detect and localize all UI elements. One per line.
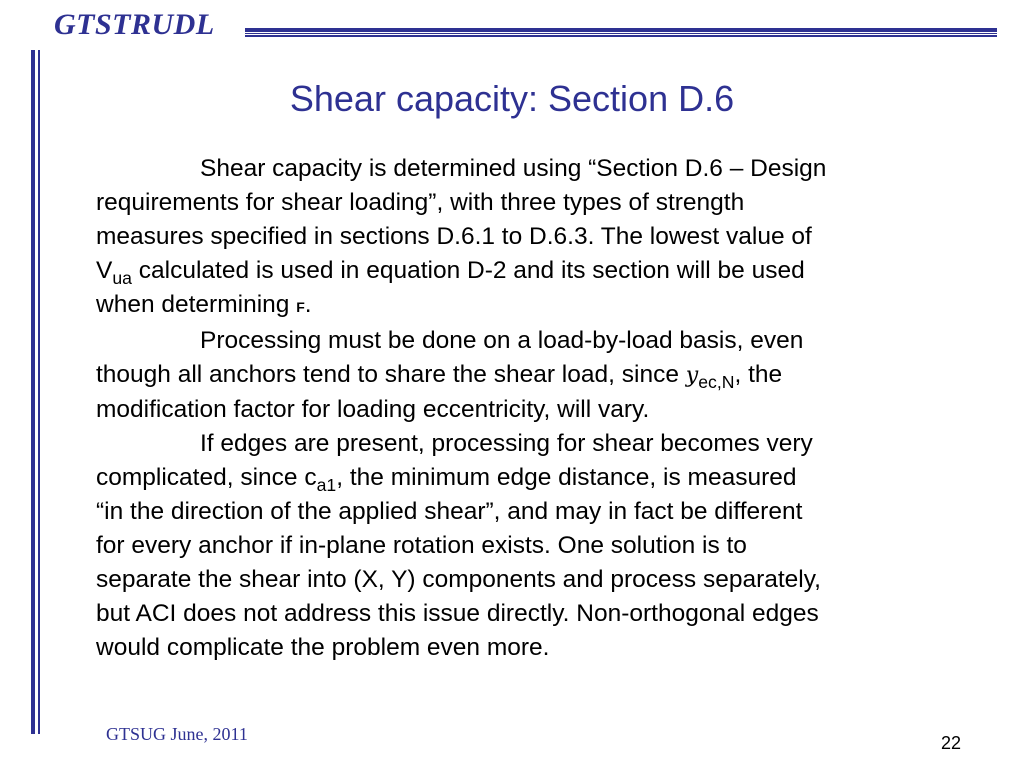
psi-symbol: y xyxy=(685,363,699,388)
slide-title xyxy=(0,78,1024,120)
p2-line3: modification factor for loading eccentricity, will vary. xyxy=(96,396,650,423)
page-number: 22 xyxy=(941,733,962,753)
v-symbol: V xyxy=(96,257,113,284)
p1-line3: measures specified in sections D.6.1 to D.6.3. The lowest value of xyxy=(96,223,812,250)
p3-line5: separate the shear into (X, Y) components and process separately, xyxy=(96,566,821,593)
p2-line2-start: though all anchors tend to share the shear load, since xyxy=(96,361,686,388)
paragraph-edges xyxy=(96,427,956,665)
p3-line3: “in the direction of the applied shear”, and may in fact be different xyxy=(96,498,803,525)
p1-line5-start: when determining xyxy=(96,291,297,318)
p3-line7: would complicate the problem even more. xyxy=(96,634,550,661)
slide-body xyxy=(96,152,956,665)
p3-line6: but ACI does not address this issue directly. Non-orthogonal edges xyxy=(96,600,819,627)
p1-line1: Shear capacity is determined using “Section D.6 – Design xyxy=(200,155,827,182)
p2-line1: Processing must be done on a load-by-load basis, even xyxy=(200,327,804,354)
psi-subscript: ec,N xyxy=(698,372,735,393)
c-subscript: a1 xyxy=(316,475,337,496)
v-subscript: ua xyxy=(112,268,132,289)
paragraph-shear-capacity xyxy=(96,152,956,324)
p3-line1: If edges are present, processing for shear becomes very xyxy=(200,430,813,457)
p1-line4: calculated is used in equation D-2 and its section will be used xyxy=(131,257,805,284)
p1-line5-end: . xyxy=(304,291,312,318)
p3-line2-end: , the minimum edge distance, is measured xyxy=(336,464,797,491)
p3-line2-start: complicated, since c xyxy=(96,464,317,491)
gtstrudl-logo: GTSTRUDL xyxy=(54,8,215,41)
paragraph-load-by-load xyxy=(96,324,956,427)
header-rule xyxy=(245,28,997,37)
p2-line2-end: , the xyxy=(734,361,783,388)
slide-title-text: Shear capacity: Section D.6 xyxy=(289,78,735,119)
left-margin-rule xyxy=(31,50,40,734)
phi-symbol: F xyxy=(296,299,305,315)
footer-event-label: GTSUG June, 2011 xyxy=(106,724,248,744)
p3-line4: for every anchor if in-plane rotation exists. One solution is to xyxy=(96,532,747,559)
p1-line2: requirements for shear loading”, with three types of strength xyxy=(96,189,745,216)
